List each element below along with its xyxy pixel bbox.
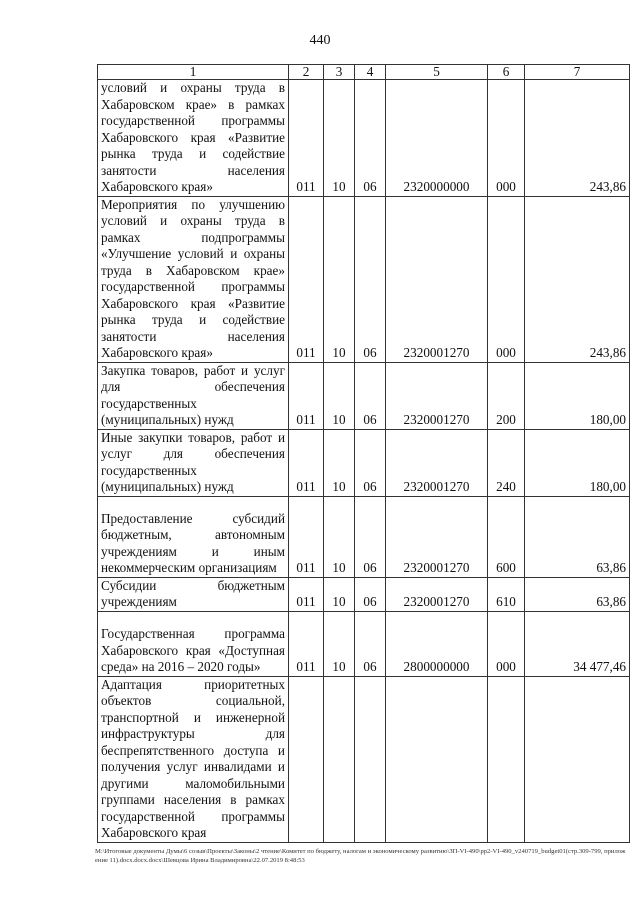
- row-expense-type: 000: [488, 80, 525, 197]
- row-amount: 243,86: [525, 196, 630, 362]
- table-header-row: [98, 65, 630, 80]
- row-section: 10: [324, 611, 355, 676]
- row-name: Предоставление субсидий бюджетным, автономным учреждениям и иным некоммерческим организациям: [98, 496, 289, 577]
- row-ministry-code: 011: [289, 611, 324, 676]
- column-header: 2: [289, 65, 324, 80]
- row-amount: 243,86: [525, 80, 630, 197]
- column-header: 3: [324, 65, 355, 80]
- footer-file-path: M:\Итоговые документы Думы\6 созыв\Проекты\Законы\2 чтение\Комитет по бюджету, налогам и экономическому развитию\ЗП-VI-490\pp2-VI-490_v240719_budget01(стр.309-799, приложение 11).docx.docx.docx\Шевцова Ирина Владимировна\22.07.2019 8:48:53: [95, 848, 626, 864]
- row-name: Закупка товаров, работ и услуг для обеспечения государственных (муниципальных) нужд: [98, 362, 289, 429]
- row-expense-type: 200: [488, 362, 525, 429]
- row-name: Адаптация приоритетных объектов социальной, транспортной и инженерной инфраструктуры для беспрепятственного доступа и получения услуг инвалидами и другими маломобильными группами населения в рамках государственной программы Хабаровского края: [98, 676, 289, 842]
- row-section: 10: [324, 429, 355, 496]
- row-name: условий и охраны труда в Хабаровском крае» в рамках государственной программы Хабаровского края «Развитие рынка труда и содействие занятости населения Хабаровского края»: [98, 80, 289, 197]
- row-expense-type: 000: [488, 611, 525, 676]
- row-amount: 63,86: [525, 496, 630, 577]
- column-header: 7: [525, 65, 630, 80]
- table-row: [98, 429, 630, 496]
- row-subsection: 06: [355, 362, 386, 429]
- table-row: [98, 362, 630, 429]
- row-subsection: 06: [355, 611, 386, 676]
- row-amount: 63,86: [525, 577, 630, 611]
- row-amount: 180,00: [525, 429, 630, 496]
- row-subsection: 06: [355, 196, 386, 362]
- table-row: [98, 577, 630, 611]
- row-name: Государственная программа Хабаровского края «Доступная среда» на 2016 – 2020 годы»: [98, 611, 289, 676]
- row-name: Мероприятия по улучшению условий и охраны труда в рамках подпрограммы «Улучшение условий и охраны труда в Хабаровском крае» государственной программы Хабаровского края «Развитие рынка труда и содействие занятости населения Хабаровского края»: [98, 196, 289, 362]
- row-subsection: 06: [355, 80, 386, 197]
- row-target-article: 2320000000: [386, 80, 488, 197]
- row-ministry-code: 011: [289, 577, 324, 611]
- row-ministry-code: 011: [289, 362, 324, 429]
- row-ministry-code: 011: [289, 196, 324, 362]
- column-header: 4: [355, 65, 386, 80]
- row-subsection: 06: [355, 429, 386, 496]
- row-section: [324, 676, 355, 842]
- row-target-article: 2320001270: [386, 429, 488, 496]
- row-target-article: 2800000000: [386, 611, 488, 676]
- row-expense-type: 240: [488, 429, 525, 496]
- row-section: 10: [324, 496, 355, 577]
- row-subsection: 06: [355, 496, 386, 577]
- row-target-article: 2320001270: [386, 577, 488, 611]
- table-row: [98, 676, 630, 842]
- row-expense-type: 600: [488, 496, 525, 577]
- page-number: 440: [309, 33, 331, 48]
- row-amount: [525, 676, 630, 842]
- row-expense-type: [488, 676, 525, 842]
- budget-table: [97, 64, 630, 843]
- row-target-article: 2320001270: [386, 362, 488, 429]
- row-section: 10: [324, 577, 355, 611]
- row-name: Субсидии бюджетным учреждениям: [98, 577, 289, 611]
- table-row: [98, 496, 630, 577]
- table-row: [98, 80, 630, 197]
- row-ministry-code: 011: [289, 496, 324, 577]
- row-target-article: 2320001270: [386, 196, 488, 362]
- row-section: 10: [324, 362, 355, 429]
- table-row: [98, 611, 630, 676]
- table-row: [98, 196, 630, 362]
- row-name: Иные закупки товаров, работ и услуг для обеспечения государственных (муниципальных) нужд: [98, 429, 289, 496]
- column-header: 6: [488, 65, 525, 80]
- row-target-article: [386, 676, 488, 842]
- row-subsection: [355, 676, 386, 842]
- row-section: 10: [324, 196, 355, 362]
- column-header: 5: [386, 65, 488, 80]
- row-ministry-code: 011: [289, 429, 324, 496]
- row-amount: 34 477,46: [525, 611, 630, 676]
- row-ministry-code: [289, 676, 324, 842]
- row-expense-type: 000: [488, 196, 525, 362]
- row-amount: 180,00: [525, 362, 630, 429]
- row-expense-type: 610: [488, 577, 525, 611]
- row-section: 10: [324, 80, 355, 197]
- column-header: 1: [98, 65, 289, 80]
- row-subsection: 06: [355, 577, 386, 611]
- row-target-article: 2320001270: [386, 496, 488, 577]
- row-ministry-code: 011: [289, 80, 324, 197]
